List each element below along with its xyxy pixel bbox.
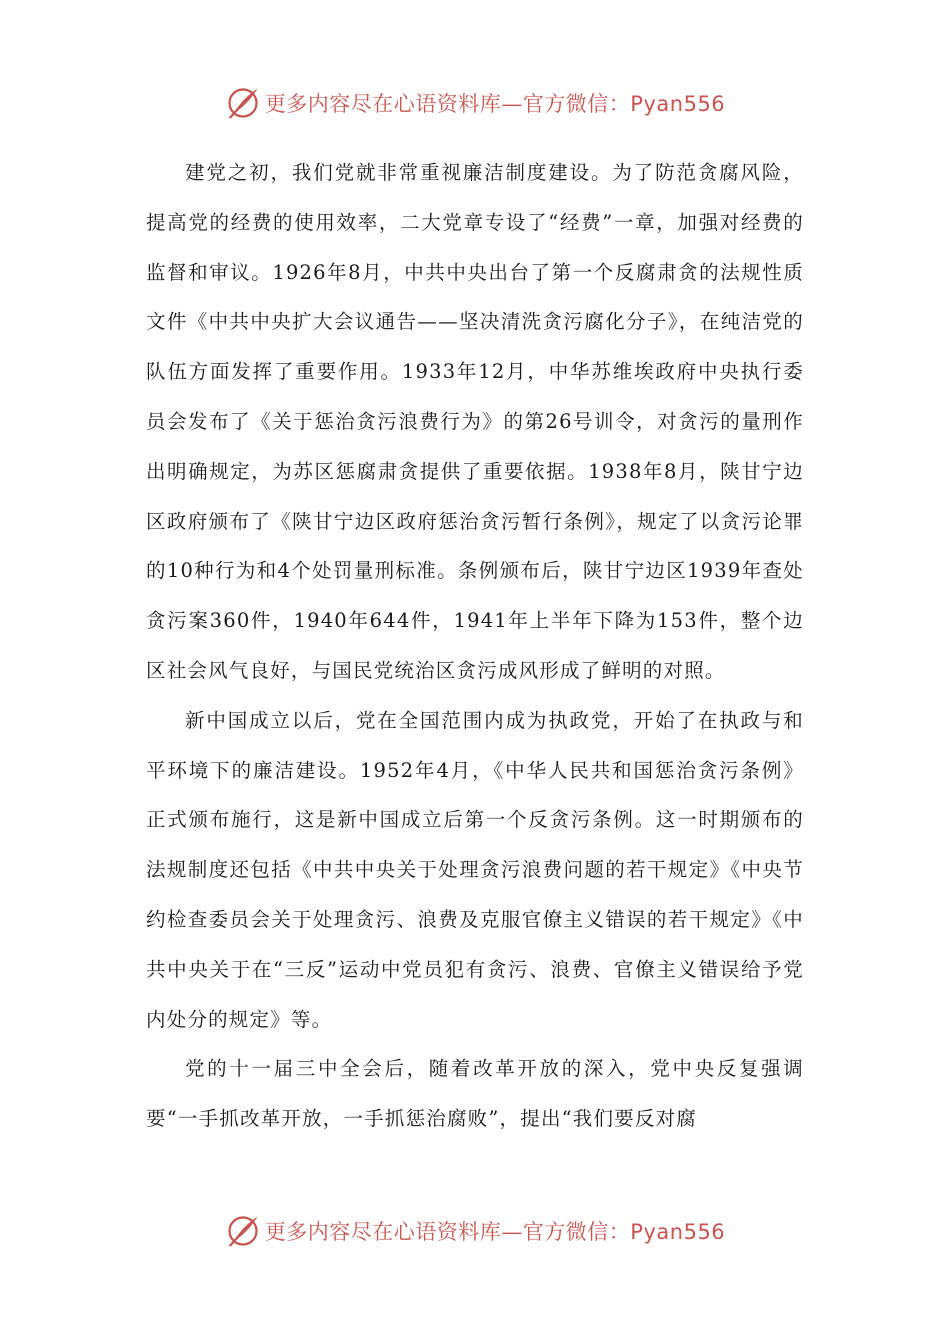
- paragraph-1: 建党之初，我们党就非常重视廉洁制度建设。为了防范贪腐风险，提高党的经费的使用效率，二大党章专设了“经费”一章，加强对经费的监督和审议。1926年8月，中共中央出台了第一个反腐肃贪的法规性质文件《中共中央扩大会议通告——坚决清洗贪污腐化分子》，在纯洁党的队伍方面发挥了重要作用。1933年12月，中华苏维埃政府中央执行委员会发布了《关于惩治贪污浪费行为》的第26号训令，对贪污的量刑作出明确规定，为苏区惩腐肃贪提供了重要依据。1938年8月，陕甘宁边区政府颁布了《陕甘宁边区政府惩治贪污暂行条例》，规定了以贪污论罪的10种行为和4个处罚量刑标准。条例颁布后，陕甘宁边区1939年查处贪污案360件，1940年644件，1941年上半年下降为153件，整个边区社会风气良好，与国民党统治区贪污成风形成了鲜明的对照。: [146, 161, 804, 682]
- footer-banner: [0, 1211, 950, 1251]
- banner-wechat-text: 官方微信：Pyan556: [522, 92, 726, 116]
- banner-site-text: 更多内容尽在心语资料库: [264, 92, 502, 116]
- paragraph-3: 党的十一届三中全会后，随着改革开放的深入，党中央反复强调要“一手抓改革开放，一手抓惩治腐败”，提出“我们要反对腐: [146, 1057, 804, 1131]
- banner-site-text: 更多内容尽在心语资料库: [264, 1220, 502, 1244]
- document-body: [146, 148, 804, 1144]
- banner-separator: —: [501, 1220, 523, 1244]
- banner-wechat-text: 官方微信：Pyan556: [522, 1220, 726, 1244]
- feather-quill-logo-icon: [225, 1213, 261, 1249]
- feather-quill-logo-icon: [225, 85, 261, 121]
- banner-separator: —: [501, 92, 523, 116]
- paragraph-2: 新中国成立以后，党在全国范围内成为执政党，开始了在执政与和平环境下的廉洁建设。1952年4月，《中华人民共和国惩治贪污条例》正式颁布施行，这是新中国成立后第一个反贪污条例。这一时期颁布的法规制度还包括《中共中央关于处理贪污浪费问题的若干规定》《中央节约检查委员会关于处理贪污、浪费及克服官僚主义错误的若干规定》《中共中央关于在“三反”运动中党员犯有贪污、浪费、官僚主义错误给予党内处分的规定》等。: [146, 708, 804, 1031]
- header-banner: [0, 83, 950, 123]
